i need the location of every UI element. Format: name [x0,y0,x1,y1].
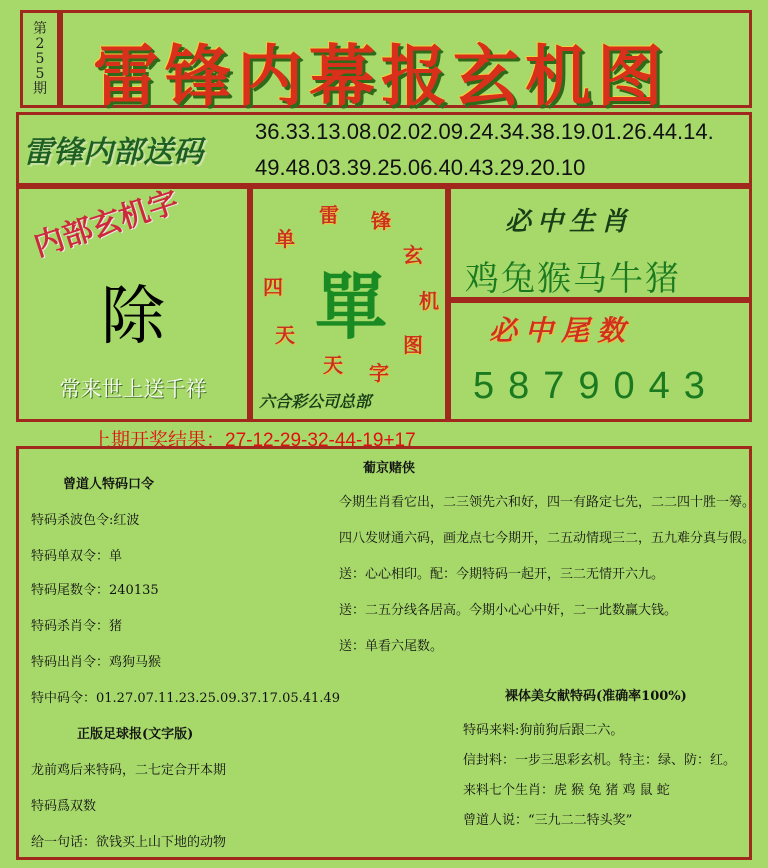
ring-char: 天 [323,353,343,377]
left-item: 特中码令：01.27.07.11.23.25.09.37.17.05.41.49 [31,691,340,706]
right-item: 送：单看六尾数。 [339,639,444,654]
tail-title: 必中尾数 [489,314,634,347]
ring-char: 单 [275,227,295,251]
code-line-2: 49.48.03.39.25.06.40.43.29.20.10 [255,155,586,180]
issue-char: 第 [33,20,47,37]
page-title: 雷锋内幕报玄机图 [93,37,669,115]
issue-char: 期 [33,80,47,97]
text-panel [16,446,756,860]
left-item: 特码尾数令：240135 [31,583,159,598]
left-heading-1: 曾道人特码口令 [63,477,155,492]
left-item: 特码出肖令：鸡狗马猴 [31,655,162,670]
right-heading-2: 裸体美女献特码(准确率100%) [505,689,687,704]
ring-char: 图 [403,333,423,357]
single-panel [250,186,448,422]
zodiac-title: 必中生肖 [505,207,634,237]
right-item: 送：心心相印。配：今期特码一起开，三二无情开六九。 [339,567,665,582]
ring-char: 机 [419,289,439,313]
inner-title: 内部玄机字 [29,184,183,264]
inner-character: 除 [101,280,165,354]
ring-char: 雷 [319,203,339,227]
right-item: 送：二五分线各居高。今期小心心中奸，二一此数赢大钱。 [339,603,678,618]
left-item-2: 给一句话：欲钱买上山下地的动物 [31,835,227,850]
left-item-2: 龙前鸡后来特码，二七定合开本期 [31,763,227,778]
ring-char: 四 [263,275,283,299]
left-item: 特码单双令：单 [31,549,123,564]
zodiac-panel [448,186,752,300]
ring-char: 字 [369,361,389,385]
ring-char: 锋 [371,209,391,233]
ring-char: 天 [275,323,295,347]
code-label: 雷锋内部送码 [23,135,203,170]
right-item-2: 特码来料:狗前狗后跟二六。 [463,723,624,738]
last-result: 上期开奖结果：27-12-29-32-44-19+17 [92,430,416,451]
issue-char: 5 [35,65,45,82]
inner-slogan: 常来世上送千祥 [59,377,207,401]
issue-number [20,10,60,108]
big-single-char: 單 [315,264,388,349]
code-line-1: 36.33.13.08.02.02.09.24.34.38.19.01.26.44.14. [255,119,714,144]
left-item-2: 特码爲双数 [31,799,97,814]
title-panel [60,10,752,115]
tail-digits: 5879043 [473,365,719,407]
code-panel [16,112,752,186]
issue-char: 2 [35,35,45,52]
ring-char: 玄 [403,243,423,267]
right-item-2: 来料七个生肖：虎 猴 兔 猪 鸡 鼠 蛇 [463,783,670,798]
left-item: 特码杀肖令：猪 [31,619,123,634]
right-item-2: 曾道人说：“三九二二特头奖” [463,813,633,828]
inner-character-panel [16,186,250,422]
right-item-2: 信封料：一步三思彩玄机。特主：绿、防：红。 [463,753,737,768]
company-label: 六合彩公司总部 [259,392,372,411]
right-item: 四八发财通六码，画龙点七今期开，二五动情现三二，五九难分真与假。 [339,531,756,546]
tail-number-panel [448,300,752,422]
left-item: 特码杀波色令:红波 [31,513,140,528]
left-heading-2: 正版足球报(文字版) [77,727,194,742]
right-item: 今期生肖看它出，二三领先六和好，四一有路定七先，二二四十胜一筹。 [339,495,756,510]
right-heading-1: 葡京赌侠 [363,461,416,476]
zodiac-animals: 鸡兔猴马牛猪 [465,259,681,299]
issue-char: 5 [35,50,45,67]
